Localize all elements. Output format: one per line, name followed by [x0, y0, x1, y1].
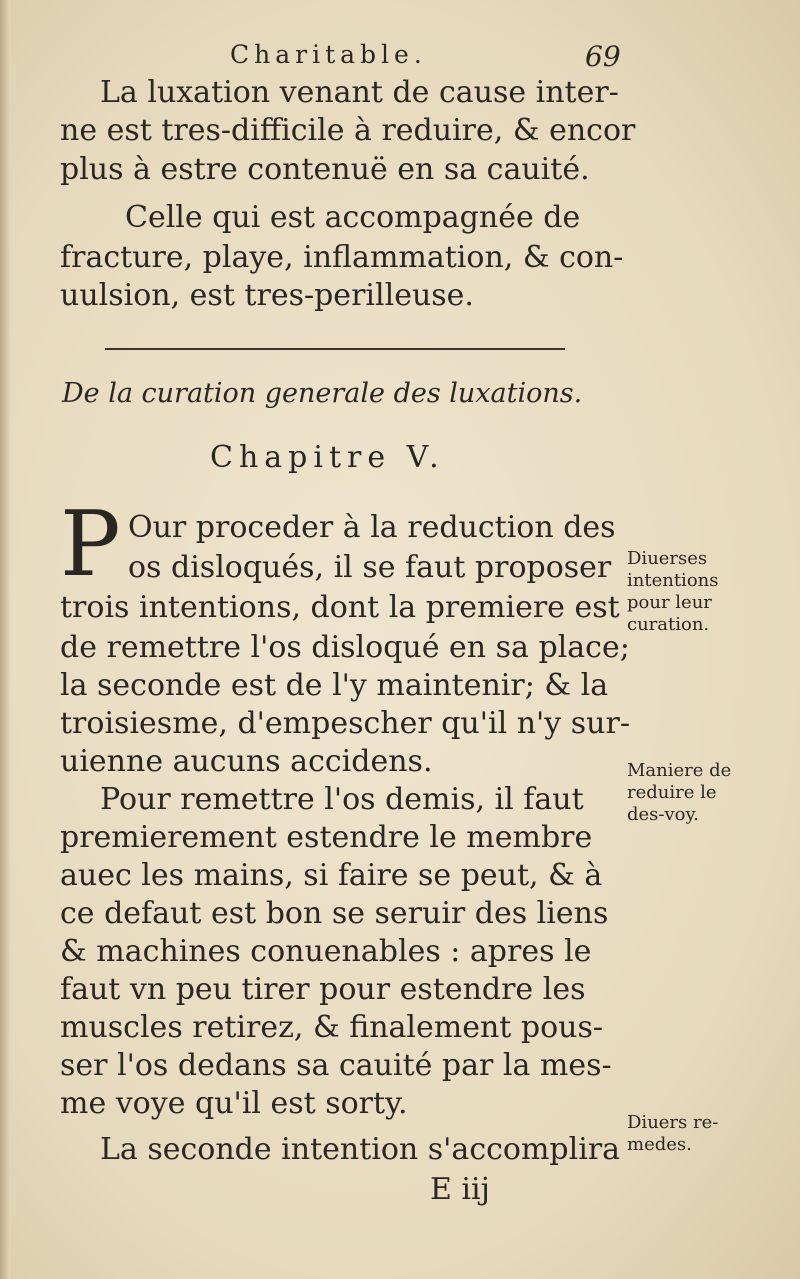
text-line: Pour remettre l'os demis, il faut: [100, 782, 584, 817]
running-title: Charitable.: [230, 40, 427, 69]
text-line: me voye qu'il est sorty.: [60, 1086, 408, 1121]
text-line: premierement estendre le membre: [60, 820, 593, 855]
text-line: de remettre l'os disloqué en sa place;: [60, 630, 630, 665]
text-line: faut vn peu tirer pour estendre les: [60, 972, 586, 1007]
section-title: De la curation generale des luxations.: [62, 378, 583, 409]
margin-note-line: reduire le: [627, 782, 717, 803]
margin-note: [627, 760, 797, 826]
text-line: trois intentions, dont la premiere est: [60, 590, 620, 625]
text-line: La luxation venant de cause inter-: [100, 75, 619, 110]
text-line: Our proceder à la reduction des: [128, 510, 616, 545]
chapter-title: Chapitre V.: [210, 440, 445, 475]
signature-mark: E iij: [430, 1172, 490, 1207]
margin-note-line: curation.: [627, 614, 710, 635]
text-line: & machines conuenables : apres le: [60, 934, 592, 969]
text-line: auec les mains, si faire se peut, & à: [60, 858, 603, 893]
margin-note-line: Diuerses: [627, 548, 708, 569]
page-edge: [0, 0, 10, 1279]
text-line: ne est tres-difficile à reduire, & encor: [60, 113, 636, 148]
margin-note-line: pour leur: [627, 592, 712, 613]
text-line: La seconde intention s'accomplira: [100, 1132, 621, 1167]
margin-note-line: Maniere de: [627, 760, 732, 781]
margin-note-line: medes.: [627, 1134, 692, 1155]
text-line: uulsion, est tres-perilleuse.: [60, 278, 474, 313]
text-line: la seconde est de l'y maintenir; & la: [60, 668, 609, 703]
page-number: 69: [585, 40, 621, 73]
text-line: plus à estre contenuë en sa cauité.: [60, 152, 590, 187]
margin-note: [627, 1112, 797, 1156]
text-line: ser l'os dedans sa cauité par la mes-: [60, 1048, 612, 1083]
text-line: troisiesme, d'empescher qu'il n'y sur-: [60, 706, 630, 741]
margin-note: [627, 548, 797, 636]
margin-note-line: intentions: [627, 570, 719, 591]
margin-note-line: des-voy.: [627, 804, 699, 825]
text-line: ce defaut est bon se seruir des liens: [60, 896, 609, 931]
margin-note-line: Diuers re-: [627, 1112, 719, 1133]
text-line: fracture, playe, inflammation, & con-: [60, 240, 624, 275]
text-line: os disloqués, il se faut proposer: [128, 550, 612, 585]
section-divider: [105, 348, 565, 350]
text-line: Celle qui est accompagnée de: [125, 200, 581, 235]
drop-cap: P: [60, 492, 121, 597]
text-line: uienne aucuns accidens.: [60, 744, 433, 779]
text-line: muscles retirez, & finalement pous-: [60, 1010, 604, 1045]
